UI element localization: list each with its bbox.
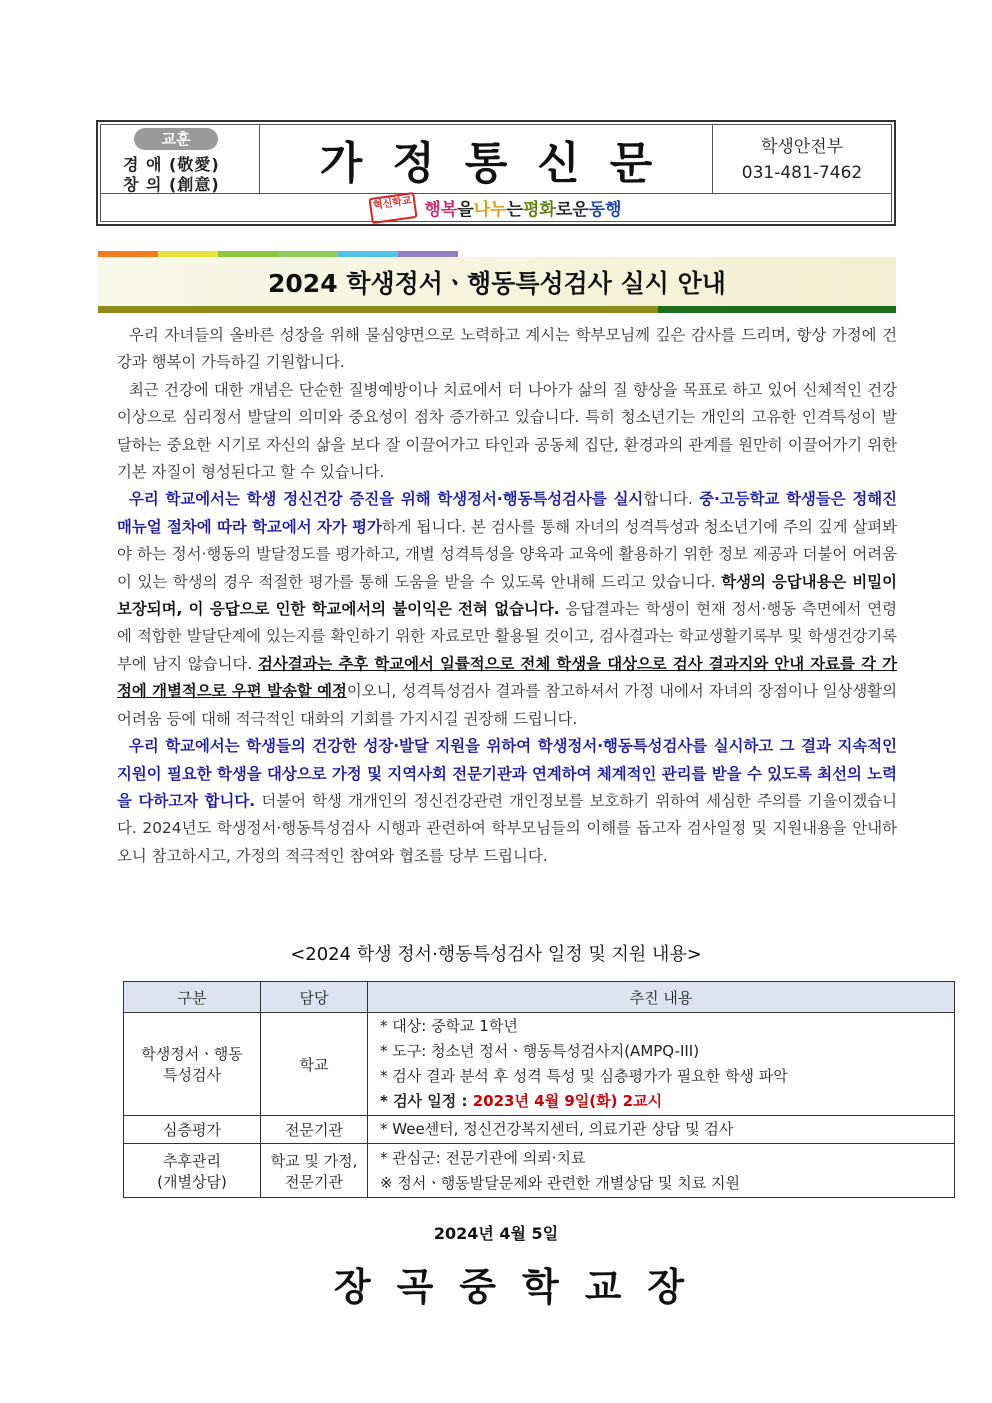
p4-emphasis: 우리 학교에서는 학생들의 건강한 성장·발달 지원을 위하여 학생정서·행동특성검사를 실시하고 그 결과 지속적인 지원이 필요한 학생을 대상으로 가정 및 지역사회 전문기관과 연계하여 체계적인 관리를 받을 수 있도록 최선의 노력을 다하고자 합니다. (117, 737, 897, 810)
motto-line-2: 창 의 (創意) (123, 175, 220, 194)
cell-text: 특성검사 (163, 1066, 221, 1084)
slogan-particle-2: 는 (506, 200, 523, 220)
cell-owner (261, 1144, 368, 1198)
schedule-value: 2023년 4월 9일(화) 2교시 (472, 1092, 663, 1110)
p3-privacy-notice: 학생의 응답내용은 비밀이 보장되며, 이 응답으로 인한 학교에서의 불이익은 전혀 없습니다. (117, 572, 897, 619)
title-underline-olive (98, 306, 658, 313)
cell-owner: 학교 (261, 1013, 368, 1116)
p3-emphasis-2: 중·고등학교 학생들은 정해진 매뉴얼 절차에 따라 학교에서 자가 평가 (117, 490, 897, 536)
cell-text: 학교 및 가정, (270, 1151, 358, 1170)
detail-line: * Wee센터, 정신건강복지센터, 의료기관 상담 및 검사 (380, 1120, 734, 1138)
department-info (713, 125, 891, 193)
newsletter-title-cell (260, 125, 713, 193)
cell-owner: 전문기관 (261, 1116, 368, 1144)
p4-text: 더불어 학생 개개인의 정신건강관련 개인정보를 보호하기 위하여 세심한 주의를 기울이겠습니다. 2024년도 학생정서·행동특성검사 시행과 관련하여 학부모님들의 이해를 돕고자 검사일정 및 지원내용을 안내하오니 참고하시고, 가정의 적극적인 참여와 협조를 당부 드립니다. (117, 791, 897, 865)
p3-mailing-notice: 검사결과는 추후 학교에서 일률적으로 전체 학생을 대상으로 검사 결과지와 안내 자료를 각 가정에 개별적으로 우편 발송할 예정 (117, 654, 897, 701)
detail-line: * 도구: 청소년 정서ㆍ행동특성검사지(AMPQ-III) (380, 1042, 700, 1060)
school-motto (101, 125, 260, 193)
paragraph-greeting: 우리 자녀들의 올바른 성장을 위해 물심양면으로 노력하고 계시는 학부모님께 깊은 감사를 드리며, 항상 가정에 건강과 행복이 가득하길 기원합니다. (117, 326, 897, 372)
schedule-table (123, 981, 955, 1198)
table-caption: <2024 학생 정서·행동특성검사 일정 및 지원 내용> (290, 944, 702, 965)
slogan-word-1: 행복 (424, 200, 458, 220)
header-category: 구분 (124, 982, 261, 1013)
table-row (124, 1144, 955, 1198)
title-underline-green (658, 306, 896, 313)
letter-header (96, 120, 896, 226)
motto-tag: 교훈 (134, 128, 218, 150)
document-title: 2024 학생정서ㆍ행동특성검사 실시 안내 (268, 268, 726, 298)
p3-text-3: 응답결과는 학생이 현재 정서·행동 측면에서 연령에 적합한 발달단계에 있는지를 확인하기 위한 자료로만 활용될 것이고, 검사결과는 학교생활기록부 및 학생건강기록부에 남지 않습니다. (117, 600, 897, 673)
slogan (101, 194, 891, 221)
issue-date: 2024년 4월 5일 (433, 1224, 559, 1243)
letter-body (117, 322, 897, 870)
paragraph-background: 최근 건강에 대한 개념은 단순한 질병예방이나 치료에서 더 나아가 삶의 질 향상을 목표로 하고 있어 신체적인 건강 이상으로 심리정서 발달의 의미와 중요성이 점차 증가하고 있습니다. 특히 청소년기는 개인의 고유한 인격특성이 발달하는 중요한 시기로 자신의 삶을 보다 잘 이끌어가고 타인과 공동체 집단, 환경과의 관계를 원만히 이끌어가기 위한 기본 자질이 형성된다고 할 수 있습니다. (117, 380, 897, 482)
detail-line: * 관심군: 전문기관에 의뢰·치료 (380, 1148, 586, 1167)
motto-line-1: 경 애 (敬愛) (123, 155, 220, 174)
paragraph-support (117, 733, 897, 870)
cell-details (368, 1013, 955, 1116)
detail-line (380, 1089, 953, 1114)
p3-emphasis-1: 우리 학교에서는 학생 정신건강 증진을 위해 학생정서·행동특성검사를 실시 (129, 490, 644, 509)
p3-text-1: 합니다. (643, 490, 700, 509)
detail-line: * 대상: 중학교 1학년 (380, 1017, 518, 1035)
principal-signature: 장곡중학교장 (333, 1265, 711, 1309)
paragraph-exam-info (117, 486, 897, 733)
document-title-band (98, 257, 896, 306)
table-row (124, 1116, 955, 1144)
slogan-particle-3: 로운 (555, 200, 589, 220)
innovation-school-stamp-icon: 혁신학교 (369, 191, 418, 223)
cell-text: 학생정서ㆍ행동 (141, 1045, 243, 1063)
department-phone: 031-481-7462 (741, 163, 863, 183)
newsletter-title: 가정통신문 (319, 138, 683, 189)
slogan-word-4: 동행 (588, 200, 622, 220)
cell-text: (개별상담) (157, 1172, 227, 1191)
detail-line: ※ 정서ㆍ행동발달문제와 관련한 개별상담 및 치료 지원 (380, 1173, 740, 1192)
cell-details (368, 1116, 955, 1144)
department-name: 학생안전부 (760, 137, 844, 157)
header-details: 추진 내용 (368, 982, 955, 1013)
cell-category: 심층평가 (124, 1116, 261, 1144)
p3-text-4: 이오니, 성격특성검사 결과를 참고하셔서 가정 내에서 자녀의 장점이나 일상생활의 어려움 등에 대해 적극적인 대화의 기회를 가지시길 권장해 드립니다. (117, 682, 897, 728)
slogan-word-2: 나누 (473, 200, 507, 220)
p3-text-2: 하게 됩니다. 본 검사를 통해 자녀의 성격특성과 청소년기에 주의 깊게 살펴봐야 하는 정서·행동의 발달정도를 평가하고, 개별 성격특성을 양육과 교육에 활용하기 위한 정보 제공과 더불어 어려움이 있는 학생의 경우 적절한 평가를 통해 도움을 받을 수 있도록 안내해 드리고 있습니다. (117, 517, 898, 591)
cell-details (368, 1144, 955, 1198)
table-header-row (124, 982, 955, 1013)
header-owner: 담당 (261, 982, 368, 1013)
cell-category (124, 1144, 261, 1198)
table-row (124, 1013, 955, 1116)
schedule-label: * 검사 일정 : (380, 1092, 473, 1110)
slogan-particle-1: 을 (457, 200, 474, 220)
cell-text: 추후관리 (163, 1151, 221, 1170)
detail-line: * 검사 결과 분석 후 성격 특성 및 심층평가가 필요한 학생 파악 (380, 1067, 788, 1085)
slogan-word-3: 평화 (523, 200, 556, 220)
cell-category (124, 1013, 261, 1116)
cell-text: 전문기관 (285, 1172, 343, 1191)
